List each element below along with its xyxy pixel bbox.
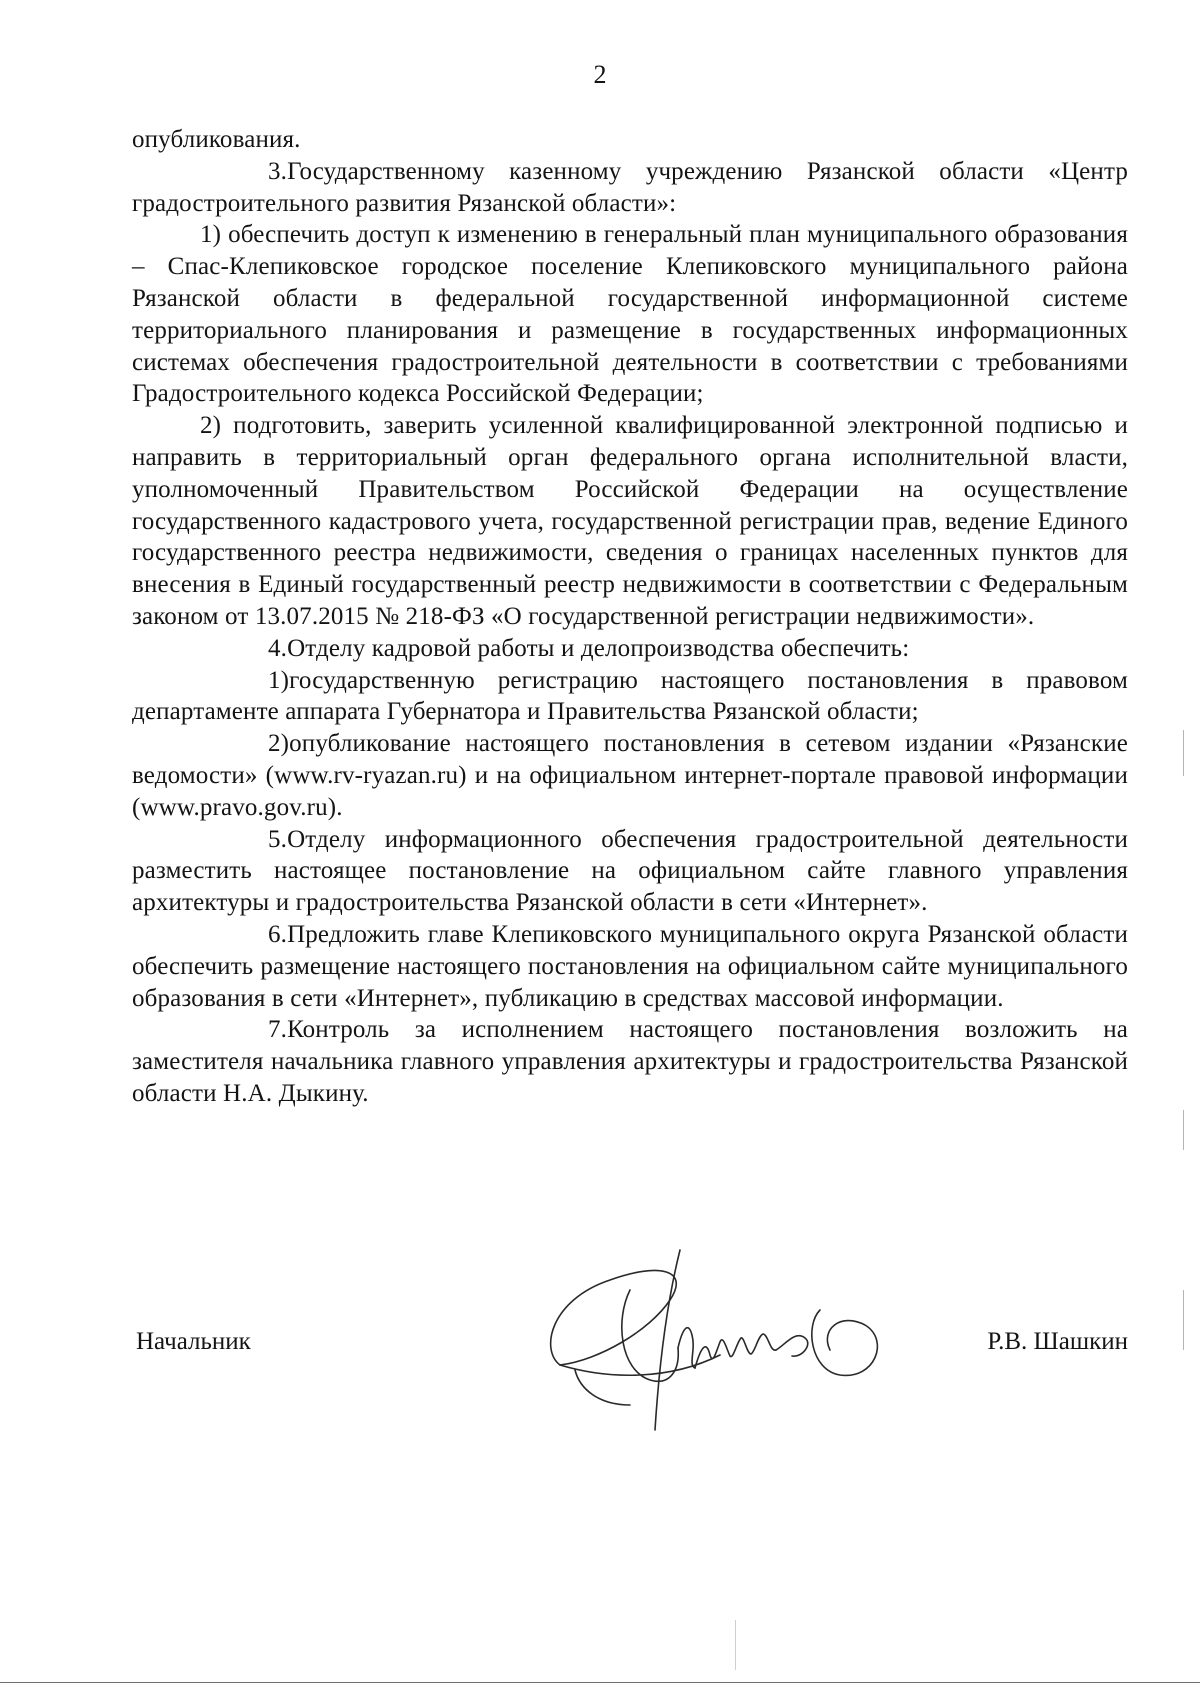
paragraph-3-item-1: 1) обеспечить доступ к изменению в генеральный план муниципального образования – Спас-Клепиковское городское поселение Клепиковского муниципального района Рязанской области в федеральной государственной информационной системе территориального планирования и размещение в государственных информационных системах обеспечения градостроительной деятельности в соответствии с требованиями Градостроительного кодекса Российской Федерации; <box>132 221 1128 408</box>
paragraph-7-text: Контроль за исполнением настоящего постановления возложить на заместителя начальника главного управления архитектуры и градостроительства Рязанской области Н.А. Дыкину. <box>132 1016 1128 1107</box>
paragraph-7 <box>132 1014 1128 1109</box>
paragraph-4-item-2 <box>132 728 1128 823</box>
page-number: 2 <box>593 60 607 89</box>
paragraph-4-item-2-text: опубликование настоящего постановления в сетевом издании «Рязанские ведомости» (www.rv-ryazan.ru) и на официальном интернет-портале правовой информации (www.pravo.gov.ru). <box>132 730 1128 821</box>
paragraph-4-item-1-number: 1) <box>268 666 290 694</box>
paragraph-5 <box>132 824 1128 919</box>
paragraph-6-number: 6. <box>268 920 288 948</box>
scan-margin-mark <box>1183 1110 1184 1150</box>
paragraph-6 <box>132 919 1128 1014</box>
paragraph-4-item-1-text: государственную регистрацию настоящего постановления в правовом департаменте аппарата Губернатора и Правительства Рязанской области; <box>132 666 1128 726</box>
paragraph-3 <box>132 156 1128 220</box>
paragraph-4-number: 4. <box>268 634 288 662</box>
paragraph-3-text: Государственному казенному учреждению Рязанской области «Центр градостроительного развития Рязанской области»: <box>132 157 1128 217</box>
scan-margin-mark <box>1183 1290 1184 1350</box>
paragraph-4 <box>132 633 1128 665</box>
paragraph-5-text: Отделу информационного обеспечения градостроительной деятельности разместить настоящее постановление на официальном сайте главного управления архитектуры и градостроительства Рязанской области в сети «Интернет». <box>132 825 1128 917</box>
paragraph-3-number: 3. <box>268 157 288 185</box>
paragraph-6-text: Предложить главе Клепиковского муниципального округа Рязанской области обеспечить размещение настоящего постановления на официальном сайте муниципального образования в сети «Интернет», публикацию в средствах массовой информации. <box>132 920 1128 1012</box>
paragraph-4-text: Отделу кадровой работы и делопроизводства обеспечить: <box>287 634 910 662</box>
scan-bottom-edge <box>0 1682 1200 1683</box>
paragraph-7-number: 7. <box>268 1016 288 1044</box>
paragraph-3-item-2: 2) подготовить, заверить усиленной квалифицированной электронной подписью и направить в территориальный орган федерального органа исполнительной власти, уполномоченный Правительством Российской Федерации на осуществление государственного кадастрового учета, государственной регистрации прав, ведение Единого государственного реестра недвижимости, сведения о границах населенных пунктов для внесения в Единый государственный реестр недвижимости в соответствии с Федеральным законом от 13.07.2015 № 218-ФЗ «О государственной регистрации недвижимости». <box>132 412 1128 630</box>
signatory-position: Начальник <box>136 1328 251 1355</box>
scan-margin-mark <box>1183 730 1184 776</box>
paragraph-5-number: 5. <box>268 825 288 853</box>
paragraph-4-item-1 <box>132 665 1128 729</box>
document-body <box>132 124 1128 1110</box>
signatory-name: Р.В. Шашкин <box>987 1328 1128 1355</box>
paragraph-4-item-2-number: 2) <box>268 730 290 758</box>
scan-fold-mark <box>735 1620 736 1670</box>
continuation-text: опубликования. <box>132 126 301 153</box>
handwritten-signature <box>520 1230 920 1460</box>
